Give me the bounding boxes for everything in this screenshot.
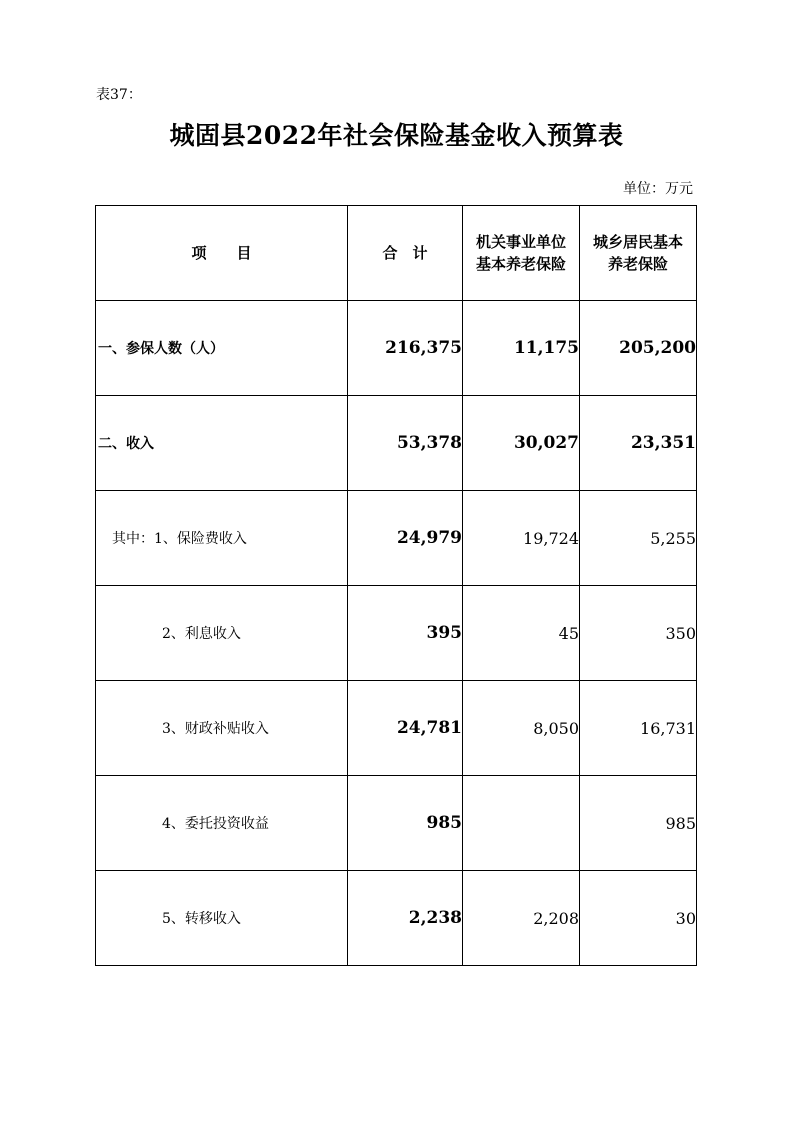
table-row xyxy=(96,586,697,681)
budget-table xyxy=(95,205,697,966)
row-org: 8,050 xyxy=(463,681,580,776)
row-item: 4、委托投资收益 xyxy=(96,776,348,871)
row-res: 205,200 xyxy=(580,301,697,396)
row-item: 一、参保人数（人） xyxy=(96,301,348,396)
table-row xyxy=(96,871,697,966)
row-res: 23,351 xyxy=(580,396,697,491)
header-org-line1: 机关事业单位 xyxy=(475,233,566,251)
row-res: 350 xyxy=(580,586,697,681)
table-row xyxy=(96,396,697,491)
row-item: 其中：1、保险费收入 xyxy=(96,491,348,586)
row-total: 985 xyxy=(348,776,463,871)
row-total: 395 xyxy=(348,586,463,681)
table-number: 表37： xyxy=(96,87,142,103)
header-item: 项 目 xyxy=(96,206,348,301)
row-total: 53,378 xyxy=(348,396,463,491)
row-org: 45 xyxy=(463,586,580,681)
table-row xyxy=(96,491,697,586)
header-res-line1: 城乡居民基本 xyxy=(592,233,683,251)
table-row xyxy=(96,681,697,776)
page-title: 城固县2022年社会保险基金收入预算表 xyxy=(169,121,624,150)
row-item: 3、财政补贴收入 xyxy=(96,681,348,776)
row-total: 216,375 xyxy=(348,301,463,396)
row-org: 11,175 xyxy=(463,301,580,396)
row-org: 19,724 xyxy=(463,491,580,586)
row-res: 16,731 xyxy=(580,681,697,776)
row-org: 30,027 xyxy=(463,396,580,491)
row-res: 30 xyxy=(580,871,697,966)
header-total: 合 计 xyxy=(348,206,463,301)
row-org xyxy=(463,776,580,871)
row-item: 5、转移收入 xyxy=(96,871,348,966)
row-total: 24,979 xyxy=(348,491,463,586)
row-total: 2,238 xyxy=(348,871,463,966)
header-org-line2: 基本养老保险 xyxy=(475,255,566,273)
row-item: 二、收入 xyxy=(96,396,348,491)
header-org-pension xyxy=(463,206,580,301)
row-res: 985 xyxy=(580,776,697,871)
unit-label: 单位：万元 xyxy=(623,181,693,197)
table-row xyxy=(96,776,697,871)
header-resident-pension xyxy=(580,206,697,301)
table-header-row xyxy=(96,206,697,301)
table-row xyxy=(96,301,697,396)
row-res: 5,255 xyxy=(580,491,697,586)
header-res-line2: 养老保险 xyxy=(607,255,668,273)
row-total: 24,781 xyxy=(348,681,463,776)
row-org: 2,208 xyxy=(463,871,580,966)
row-item: 2、利息收入 xyxy=(96,586,348,681)
